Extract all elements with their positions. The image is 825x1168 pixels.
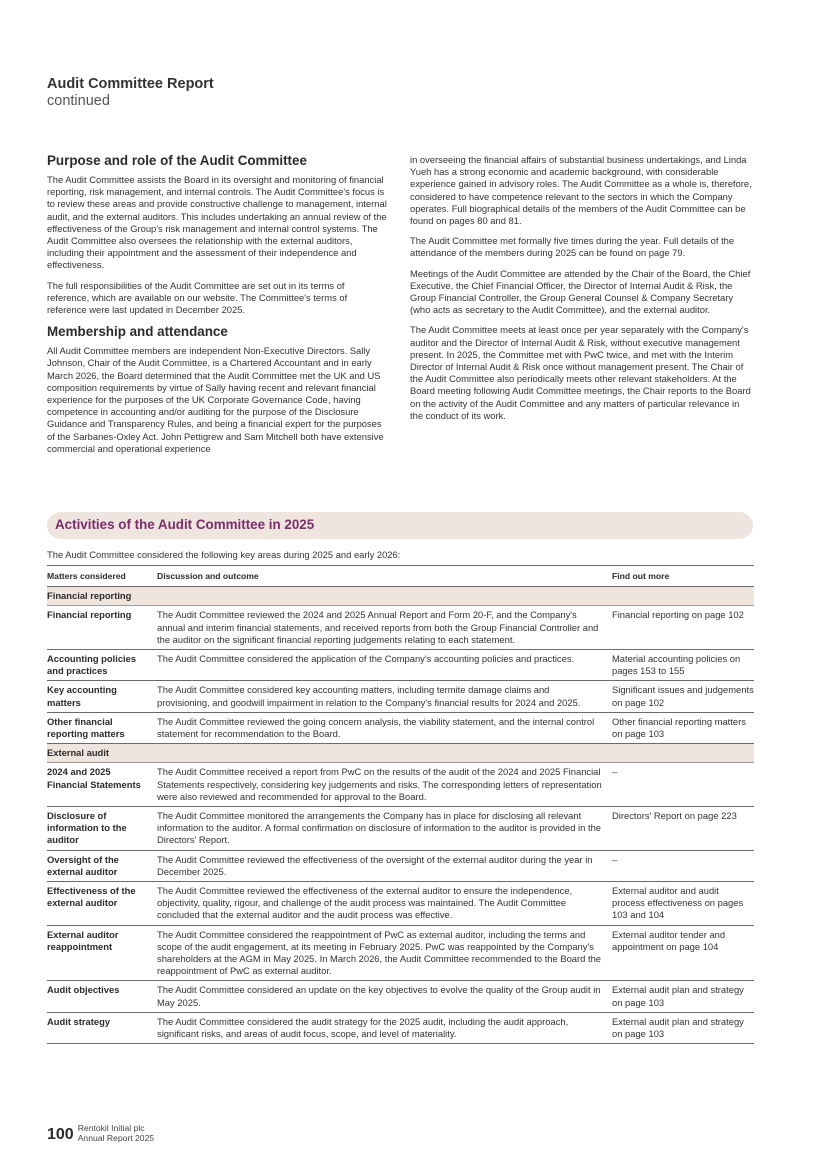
matter-cell: Financial reporting (47, 606, 157, 650)
purpose-paragraph-1: The Audit Committee assists the Board in its oversight and monitoring of financial reporting, risk management, and internal controls. The Audit Committee's focus is to review these areas and provide constructive challenge to management, internal audit, and the external auditors. This includes undertaking an annual review of the effectiveness of the Group's risk management and internal control systems. The Audit Committee also oversees the relationship with the external auditors, including their appointment and the assessment of their independence and effectiveness. (47, 174, 387, 271)
private-meetings-paragraph: The Audit Committee meets at least once per year separately with the Company's auditor and the Director of Internal Audit & Risk, without executive management present. In 2025, the Committee met with PwC twice, and met with the Interim Director of Internal Audit & Risk once without management present. The Chair of the Audit Committee also periodically meets other relevant stakeholders. At the Board meeting following Audit Committee meetings, the Chair reports to the Board on the activity of the Audit Committee and any matters of particular relevance in the conduct of its work. (410, 324, 751, 421)
matter-cell: Accounting policies and practices (47, 650, 157, 681)
membership-paragraph-2: in overseeing the financial affairs of substantial business undertakings, and Linda Yueh has a strong economic and academic background, with considerable experience gained in advisory roles. The Audit Committee as a whole is, therefore, considered to have competence relevant to the sectors in which the Company operates. Full biographical details of the members of the Audit Committee can be found on pages 80 and 81. (410, 154, 752, 227)
purpose-paragraph-2: The full responsibilities of the Audit Committee are set out in its terms of reference, which are available on our website. The Committee's terms of reference were last updated in December 2025. (47, 279, 348, 316)
matter-cell: Effectiveness of the external auditor (47, 882, 157, 926)
find-out-more-cell: – (612, 850, 754, 881)
find-out-more-cell: External audit plan and strategy on page 103 (612, 981, 754, 1012)
table-row (47, 712, 754, 743)
discussion-cell: The Audit Committee considered the audit strategy for the 2025 audit, including the audit approach, significant risks, and areas of audit focus, scope, and level of materiality. (157, 1012, 612, 1043)
page-subtitle: continued (47, 93, 110, 109)
table-body (47, 587, 754, 1044)
company-name: Rentokil Initial plc (77, 1123, 145, 1133)
discussion-cell: The Audit Committee reviewed the effectiveness of the oversight of the external auditor during the year in December 2025. (157, 850, 612, 881)
right-column (410, 154, 752, 430)
find-out-more-cell: Directors' Report on page 223 (612, 807, 754, 851)
table-row (47, 807, 754, 851)
find-out-more-cell: External auditor tender and appointment on page 104 (612, 925, 754, 981)
table-section-row (47, 744, 754, 763)
find-out-more-cell: External audit plan and strategy on page 103 (612, 1012, 754, 1043)
activities-intro: The Audit Committee considered the following key areas during 2025 and early 2026: (47, 549, 401, 560)
matter-cell: Audit strategy (47, 1012, 157, 1043)
matter-cell: Disclosure of information to the auditor (47, 807, 157, 851)
column-header-discussion: Discussion and outcome (157, 566, 612, 587)
table-row (47, 850, 754, 881)
report-name: Annual Report 2025 (77, 1133, 155, 1143)
matter-cell: Oversight of the external auditor (47, 850, 157, 881)
matter-cell: Other financial reporting matters (47, 712, 157, 743)
matter-cell: External auditor reappointment (47, 925, 157, 981)
section-label: External audit (47, 744, 754, 763)
discussion-cell: The Audit Committee considered the reappointment of PwC as external auditor, including the terms and scope of the audit engagement, at its meeting in February 2025. PwC was reappointed by the Company's shareholders at the AGM in May 2025. In March 2026, the Audit Committee recommended to the Board the reappointment of PwC as external auditor. (157, 925, 612, 981)
table-row (47, 681, 754, 712)
publication-info (78, 1123, 154, 1143)
membership-heading: Membership and attendance (47, 324, 228, 340)
matter-cell: Audit objectives (47, 981, 157, 1012)
page-footer (47, 1123, 154, 1143)
discussion-cell: The Audit Committee considered the application of the Company's accounting policies and practices. (157, 650, 612, 681)
table-row (47, 925, 754, 981)
discussion-cell: The Audit Committee received a report from PwC on the results of the audit of the 2024 and 2025 Financial Statements respectively, considering key judgements and risks. The corresponding letters of representation were also reviewed and recommended for approval to the Board. (157, 763, 612, 807)
find-out-more-cell: Significant issues and judgements on page 102 (612, 681, 754, 712)
page-number: 100 (47, 1126, 74, 1143)
activities-heading: Activities of the Audit Committee in 2025 (55, 517, 315, 532)
discussion-cell: The Audit Committee considered an update on the key objectives to evolve the quality of the Group audit in May 2025. (157, 981, 612, 1012)
discussion-cell: The Audit Committee considered key accounting matters, including termite damage claims and provisioning, and goodwill impairment in relation to the Company's financial results for 2024 and 2025. (157, 681, 612, 712)
table-section-row (47, 587, 754, 606)
matter-cell: Key accounting matters (47, 681, 157, 712)
meetings-paragraph: The Audit Committee met formally five times during the year. Full details of the attendance of the members during 2025 can be found on page 79. (410, 235, 735, 259)
purpose-heading: Purpose and role of the Audit Committee (47, 153, 307, 168)
table-row (47, 1012, 754, 1043)
page-title: Audit Committee Report (47, 76, 214, 92)
table-row (47, 763, 754, 807)
discussion-cell: The Audit Committee monitored the arrangements the Company has in place for disclosing all relevant information to the auditor. A formal confirmation on disclosure of information to the auditor is provided in the Directors' Report. (157, 807, 612, 851)
membership-paragraph-1: All Audit Committee members are independent Non-Executive Directors. Sally Johnson, Chair of the Audit Committee, is a Chartered Accountant and in early March 2026, the Board determined that the Audit Committee met the UK and US composition requirements by virtue of Sally having recent and relevant financial experience for the purposes of the UK Corporate Governance Code, having competence in accounting and/or auditing for the purpose of the Disclosure Guidance and Transparency Rules, and being a financial expert for the purposes of the Sarbanes-Oxley Act. John Pettigrew and Sam Mitchell both have extensive commercial and operational experience (47, 345, 384, 454)
table-row (47, 882, 754, 926)
find-out-more-cell: Financial reporting on page 102 (612, 606, 754, 650)
page-header (47, 76, 214, 110)
matter-cell: 2024 and 2025 Financial Statements (47, 763, 157, 807)
discussion-cell: The Audit Committee reviewed the effectiveness of the external auditor to ensure the independence, objectivity, quality, rigour, and challenge of the audit process was maintained. The Audit Committee concluded that the external auditor and the audit process was effective. (157, 882, 612, 926)
find-out-more-cell: – (612, 763, 754, 807)
column-header-find-more: Find out more (612, 566, 754, 587)
find-out-more-cell: External auditor and audit process effectiveness on pages 103 and 104 (612, 882, 754, 926)
table-header-row (47, 566, 754, 587)
table-row (47, 650, 754, 681)
table-row (47, 981, 754, 1012)
discussion-cell: The Audit Committee reviewed the 2024 and 2025 Annual Report and Form 20-F, and the Company's annual and interim financial statements, and received reports from both the Group Financial Controller and the auditor on the significant financial reporting judgements relating to each statement. (157, 606, 612, 650)
left-column (47, 153, 389, 463)
activities-table (47, 565, 754, 1044)
find-out-more-cell: Other financial reporting matters on page 103 (612, 712, 754, 743)
section-label: Financial reporting (47, 587, 754, 606)
find-out-more-cell: Material accounting policies on pages 153 to 155 (612, 650, 754, 681)
discussion-cell: The Audit Committee reviewed the going concern analysis, the viability statement, and the internal control statement for recommendation to the Board. (157, 712, 612, 743)
activities-heading-band (47, 512, 753, 539)
column-header-matters: Matters considered (47, 566, 157, 587)
attendees-paragraph: Meetings of the Audit Committee are attended by the Chair of the Board, the Chief Executive, the Chief Financial Officer, the Director of Internal Audit & Risk, the Group Financial Controller, the Group General Counsel & Company Secretary (who acts as secretary to the Audit Committee), and the external auditor. (410, 267, 751, 316)
table-row (47, 606, 754, 650)
